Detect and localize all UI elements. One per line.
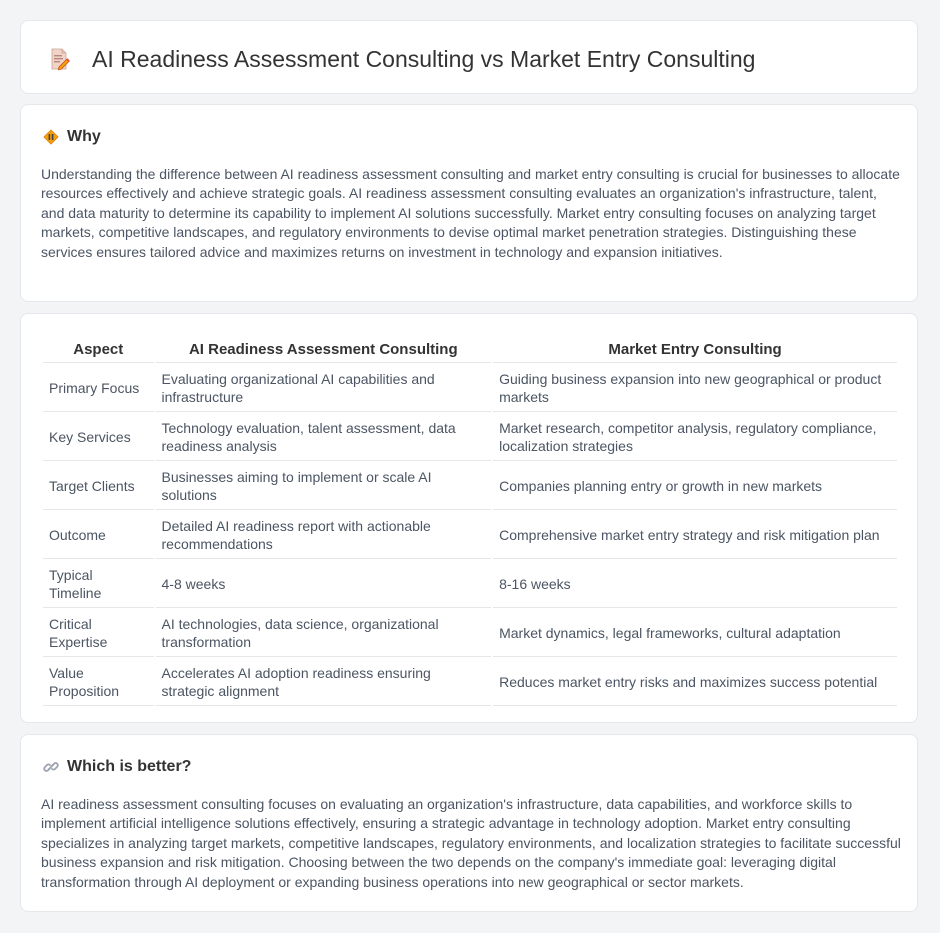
table-header-row <box>43 336 897 363</box>
which-paragraph: AI readiness assessment consulting focuses on evaluating an organization's infrastructure, data capabilities, and workforce skills to implement artificial intelligence solutions effectively, ensuring a strategic advantage in technology adoption. Market entry consulting specializes in analyzing target markets, competitive landscapes, regulatory environments, and localization strategies to facilitate successful business expansion and risk mitigation. Choosing between the two depends on the company's immediate goal: leveraging digital transformation through AI deployment or expanding business operations into new geographical or sector markets. <box>41 796 901 890</box>
market-entry-cell: Guiding business expansion into new geographical or product markets <box>493 365 897 412</box>
aspect-cell: Typical Timeline <box>43 561 154 608</box>
table-row <box>43 365 897 412</box>
table-row <box>43 414 897 461</box>
table-row <box>43 610 897 657</box>
link-icon <box>43 759 59 775</box>
ai-readiness-cell: Accelerates AI adoption readiness ensuring strategic alignment <box>156 659 492 706</box>
comparison-section <box>20 313 918 723</box>
table-header-cell: AI Readiness Assessment Consulting <box>156 336 492 363</box>
which-section <box>20 734 918 912</box>
ai-readiness-cell: Businesses aiming to implement or scale AI solutions <box>156 463 492 510</box>
document-edit-icon <box>47 47 71 71</box>
title-card <box>20 20 918 94</box>
comparison-table <box>41 334 899 708</box>
why-section <box>20 104 918 302</box>
table-header-cell: Aspect <box>43 336 154 363</box>
ai-readiness-cell: Evaluating organizational AI capabilities and infrastructure <box>156 365 492 412</box>
which-heading <box>43 756 191 778</box>
market-entry-cell: Companies planning entry or growth in new markets <box>493 463 897 510</box>
market-entry-cell: Comprehensive market entry strategy and risk mitigation plan <box>493 512 897 559</box>
market-entry-cell: Market dynamics, legal frameworks, cultural adaptation <box>493 610 897 657</box>
page-title: AI Readiness Assessment Consulting vs Market Entry Consulting <box>92 46 756 72</box>
table-row <box>43 463 897 510</box>
aspect-cell: Critical Expertise <box>43 610 154 657</box>
diamond-sign-icon <box>43 129 59 145</box>
aspect-cell: Target Clients <box>43 463 154 510</box>
why-title: Why <box>67 128 101 145</box>
table-header-cell: Market Entry Consulting <box>493 336 897 363</box>
table-row <box>43 659 897 706</box>
aspect-cell: Primary Focus <box>43 365 154 412</box>
why-paragraph: Understanding the difference between AI readiness assessment consulting and market entry consulting is crucial for businesses to allocate resources effectively and achieve strategic goals. AI readiness assessment consulting evaluates an organization's infrastructure, talent, and data maturity to determine its capability to implement AI solutions successfully. Market entry consulting focuses on analyzing target markets, competitive landscapes, and regulatory environments to devise optimal market penetration strategies. Distinguishing these services ensures tailored advice and maximizes returns on investment in technology and expansion initiatives. <box>41 166 900 260</box>
market-entry-cell: 8-16 weeks <box>493 561 897 608</box>
aspect-cell: Value Proposition <box>43 659 154 706</box>
market-entry-cell: Reduces market entry risks and maximizes success potential <box>493 659 897 706</box>
why-heading <box>43 126 101 148</box>
aspect-cell: Key Services <box>43 414 154 461</box>
market-entry-cell: Market research, competitor analysis, regulatory compliance, localization strategies <box>493 414 897 461</box>
ai-readiness-cell: Detailed AI readiness report with actionable recommendations <box>156 512 492 559</box>
which-title: Which is better? <box>67 758 192 775</box>
table-row <box>43 512 897 559</box>
ai-readiness-cell: Technology evaluation, talent assessment, data readiness analysis <box>156 414 492 461</box>
aspect-cell: Outcome <box>43 512 154 559</box>
ai-readiness-cell: AI technologies, data science, organizational transformation <box>156 610 492 657</box>
ai-readiness-cell: 4-8 weeks <box>156 561 492 608</box>
table-row <box>43 561 897 608</box>
